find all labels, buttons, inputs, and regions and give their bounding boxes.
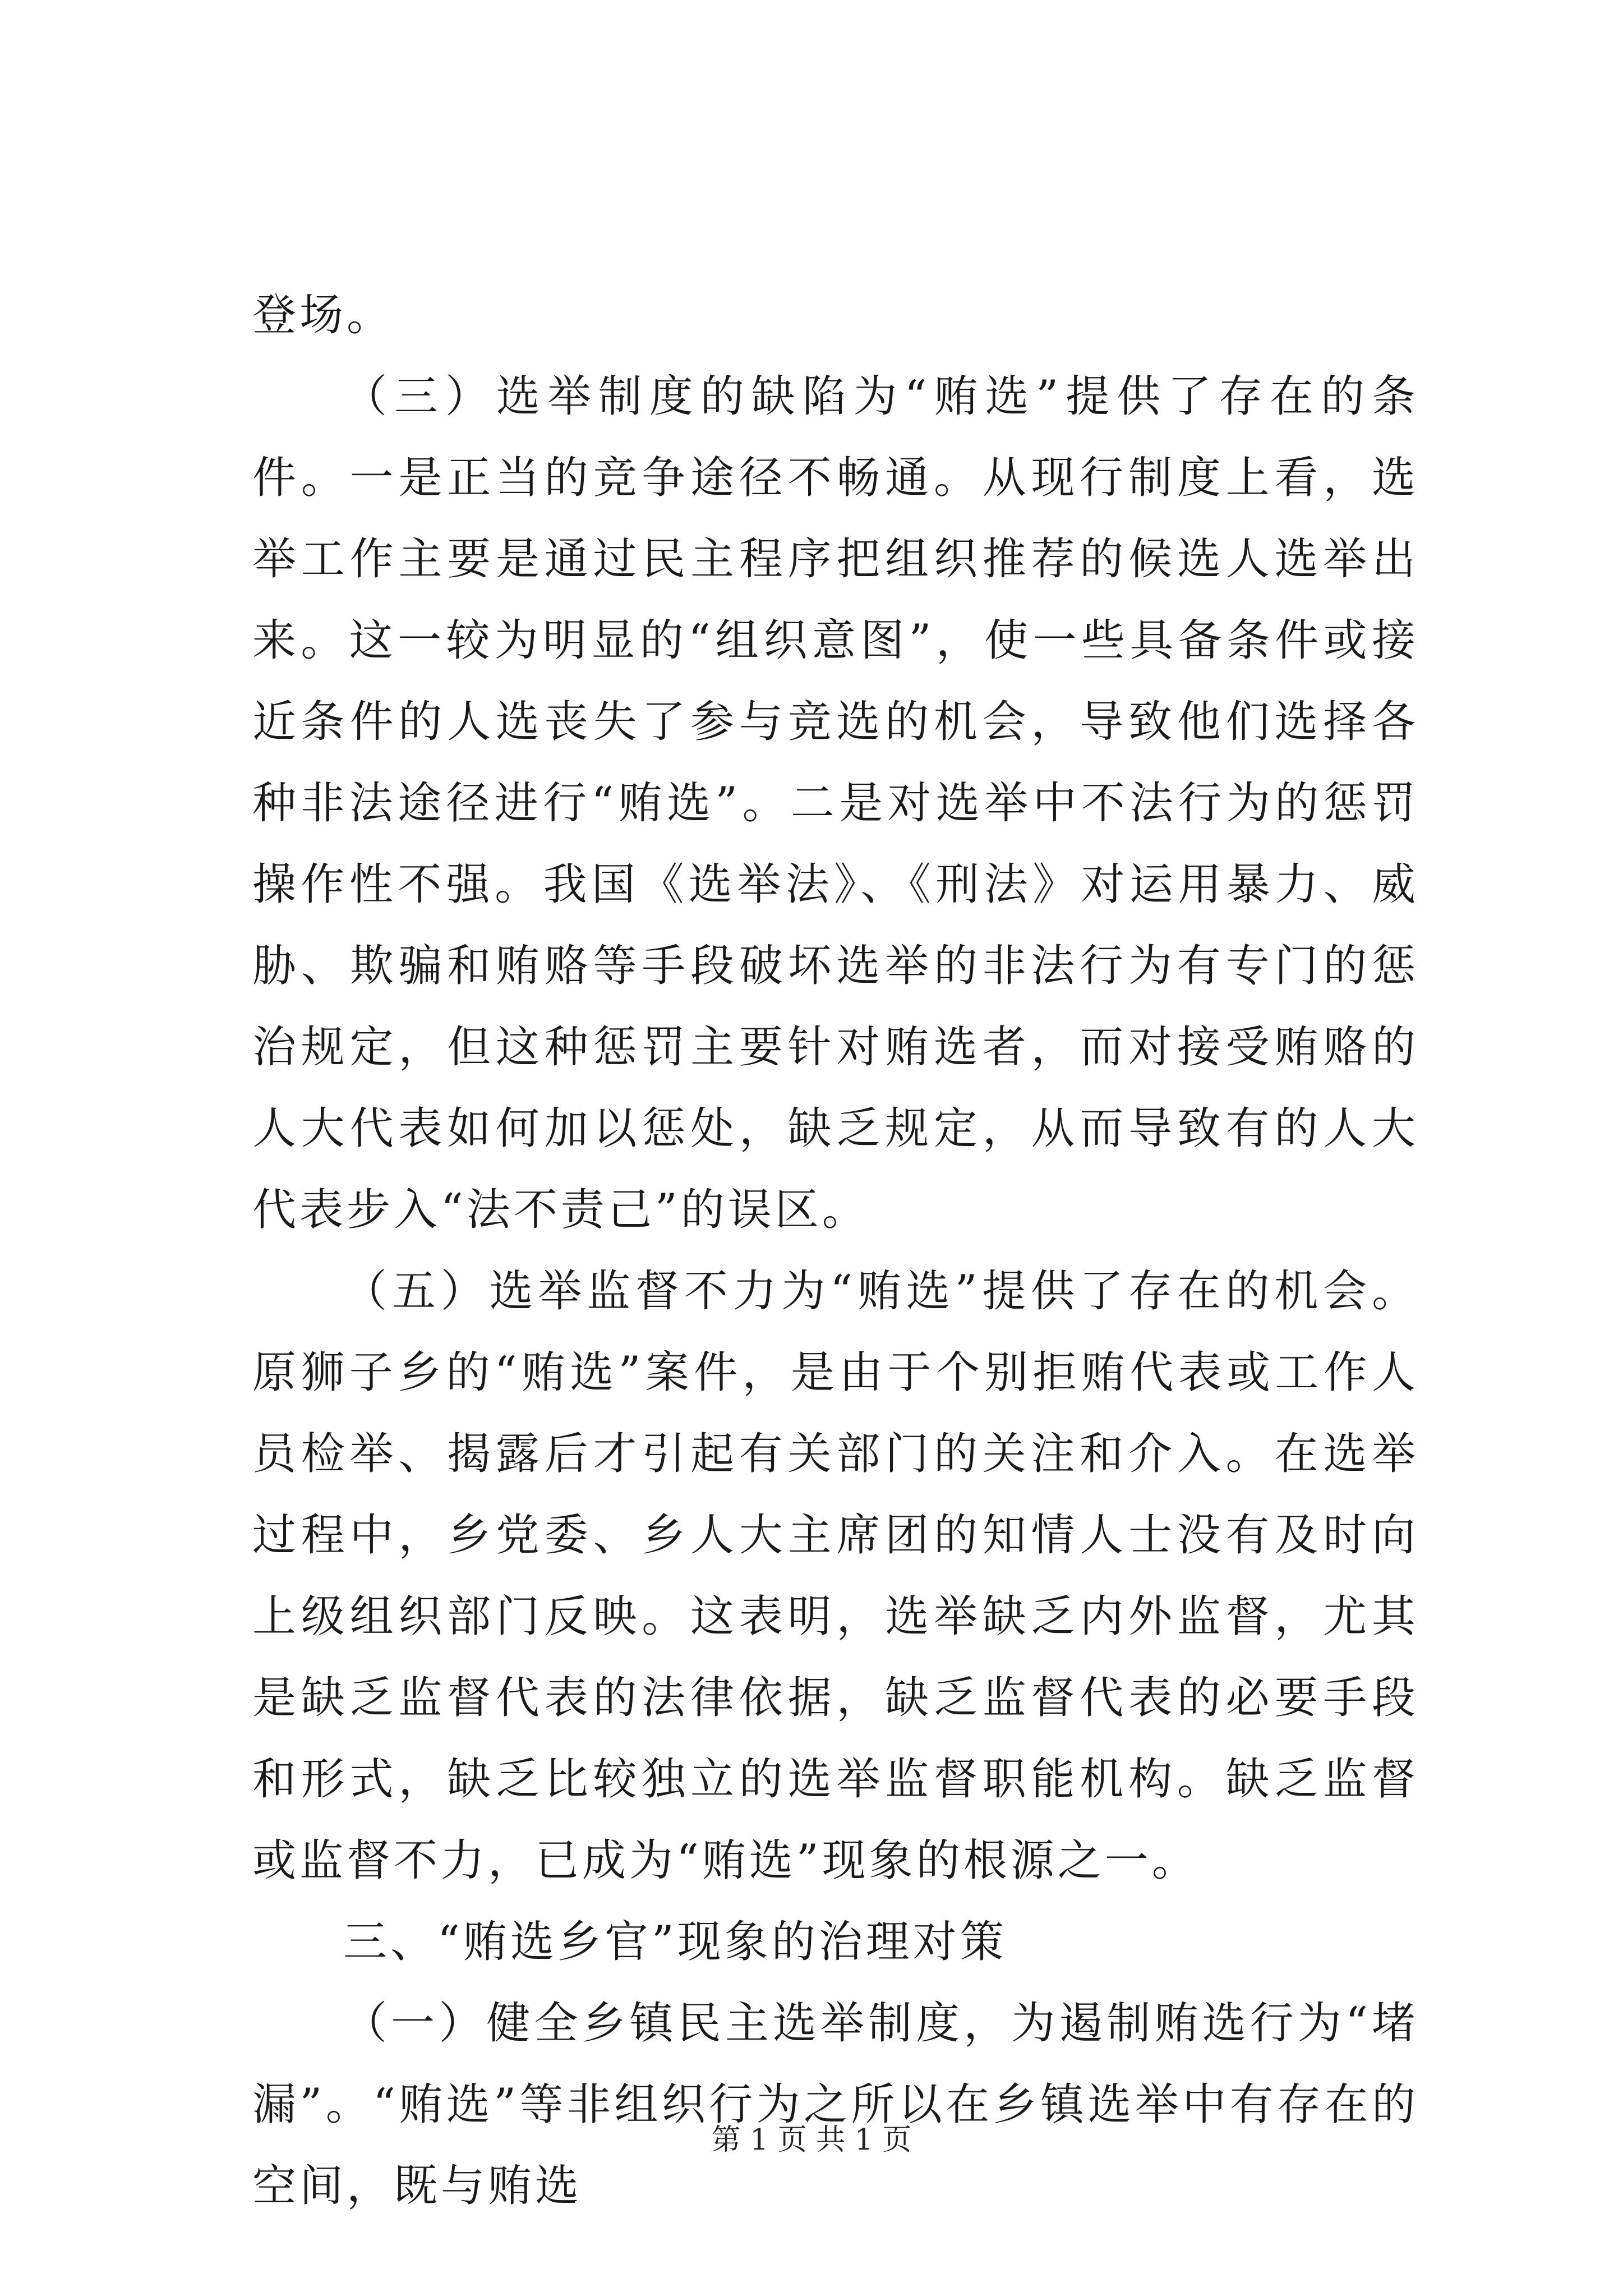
page-footer: 第 1 页 共 1 页 bbox=[711, 2123, 912, 2157]
paragraph-subsection-one: （一）健全乡镇民主选举制度，为遏制贿选行为“堵漏”。“贿选”等非组织行为之所以在乡镇选举中有存在的空间，既与贿选 bbox=[252, 1998, 1419, 2211]
paragraph-section-three: （三）选举制度的缺陷为“贿选”提供了存在的条件。一是正当的竞争途径不畅通。从现行制度上看，选举工作主要是通过民主程序把组织推荐的候选人选举出来。这一较为明显的“组织意图”，使一些具备条件或接近条件的人选丧失了参与竞选的机会，导致他们选择各种非法途径进行“贿选”。二是对选举中不法行为的惩罚操作性不强。我国《选举法》、《刑法》对运用暴力、威胁、欺骗和贿赂等手段破坏选举的非法行为有专门的惩治规定，但这种惩罚主要针对贿选者，而对接受贿赂的人大代表如何加以惩处，缺乏规定，从而导致有的人大代表步入“法不责己”的误区。 bbox=[252, 371, 1419, 1235]
paragraph-section-five: （五）选举监督不力为“贿选”提供了存在的机会。原狮子乡的“贿选”案件，是由于个别拒贿代表或工作人员检举、揭露后才引起有关部门的关注和介入。在选举过程中，乡党委、乡人大主席团的知情人士没有及时向上级组织部门反映。这表明，选举缺乏内外监督，尤其是缺乏监督代表的法律依据，缺乏监督代表的必要手段和形式，缺乏比较独立的选举监督职能机构。缺乏监督或监督不力，已成为“贿选”现象的根源之一。 bbox=[252, 1266, 1419, 1886]
document-body bbox=[252, 275, 1419, 2227]
paragraph-continuation: 登场。 bbox=[252, 290, 394, 341]
section-heading-countermeasures: 三、“贿选乡官”现象的治理对策 bbox=[343, 1917, 1007, 1967]
